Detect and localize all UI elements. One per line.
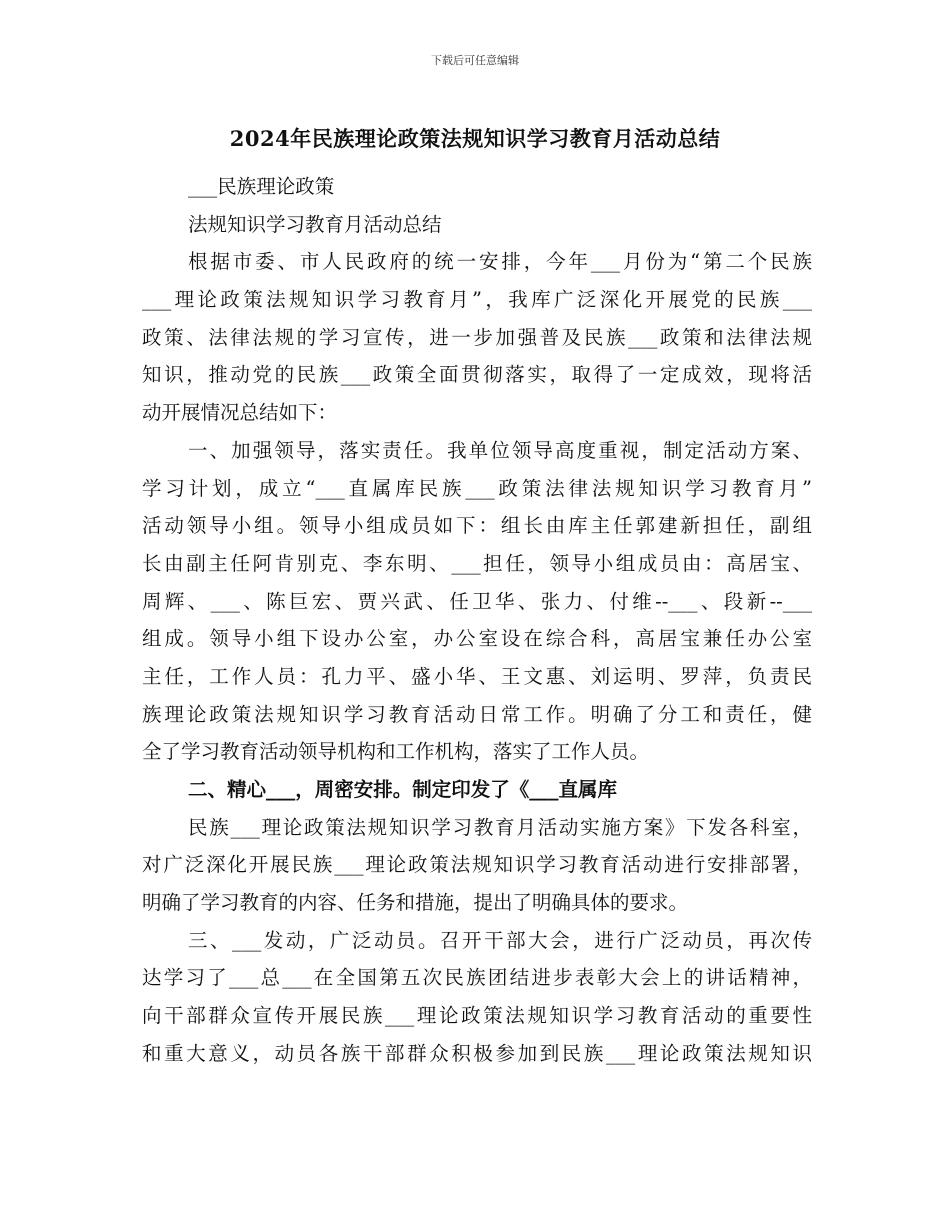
text-line: 三、___发动，广泛动员。召开干部大会，进行广泛动员，再次传 xyxy=(188,928,812,952)
text-line: 一、加强领导，落实责任。我单位领导高度重视，制定活动方案、 xyxy=(188,438,812,462)
document-title: 2024年民族理论政策法规知识学习教育月活动总结 xyxy=(229,126,721,151)
text-line: 对广泛深化开展民族___理论政策法规知识学习教育活动进行安排部署， xyxy=(142,853,812,877)
text-line: 全了学习教育活动领导机构和工作机构，落实了工作人员。 xyxy=(142,740,650,764)
text-line: 法规知识学习教育月活动总结 xyxy=(188,212,442,236)
text-line: 政策、法律法规的学习宣传，进一步加强普及民族___政策和法律法规 xyxy=(142,325,812,349)
text-line: 达学习了___总___在全国第五次民族团结进步表彰大会上的讲话精神， xyxy=(142,966,812,990)
text-line: 活动领导小组。领导小组成员如下：组长由库主任郭建新担任，副组 xyxy=(142,514,812,538)
text-line: 知识，推动党的民族___政策全面贯彻落实，取得了一定成效，现将活 xyxy=(142,363,812,387)
text-line: 和重大意义，动员各族干部群众积极参加到民族___理论政策法规知识 xyxy=(142,1041,812,1065)
document-body xyxy=(142,168,812,1073)
text-line: 学习计划，成立“___直属库民族___政策法律法规知识学习教育月” xyxy=(142,476,812,500)
text-line: 二、精心___，周密安排。制定印发了《___直属库 xyxy=(188,778,618,801)
text-line: 民族___理论政策法规知识学习教育月活动实施方案》下发各科室， xyxy=(188,815,812,839)
text-line: 向干部群众宣传开展民族___理论政策法规知识学习教育活动的重要性 xyxy=(142,1004,812,1028)
text-line: 明确了学习教育的内容、任务和措施，提出了明确具体的要求。 xyxy=(142,891,689,915)
text-line: 组成。领导小组下设办公室，办公室设在综合科，高居宝兼任办公室 xyxy=(142,627,812,651)
text-line: 族理论政策法规知识学习教育活动日常工作。明确了分工和责任，健 xyxy=(142,702,812,726)
text-line: 根据市委、市人民政府的统一安排，今年___月份为“第二个民族 xyxy=(188,250,812,274)
text-line: ___民族理论政策 xyxy=(188,175,335,198)
text-line: 长由副主任阿肯别克、李东明、___担任，领导小组成员由：高居宝、 xyxy=(142,551,812,575)
text-line: 周辉、___、陈巨宏、贾兴武、任卫华、张力、付维--___、段新--___ xyxy=(142,589,812,613)
text-line: 动开展情况总结如下： xyxy=(142,401,338,425)
text-line: 主任，工作人员：孔力平、盛小华、王文惠、刘运明、罗萍，负责民 xyxy=(142,664,812,688)
page-header-note: 下载后可任意编辑 xyxy=(431,54,519,67)
text-line: ___理论政策法规知识学习教育月”，我库广泛深化开展党的民族___ xyxy=(142,288,812,312)
